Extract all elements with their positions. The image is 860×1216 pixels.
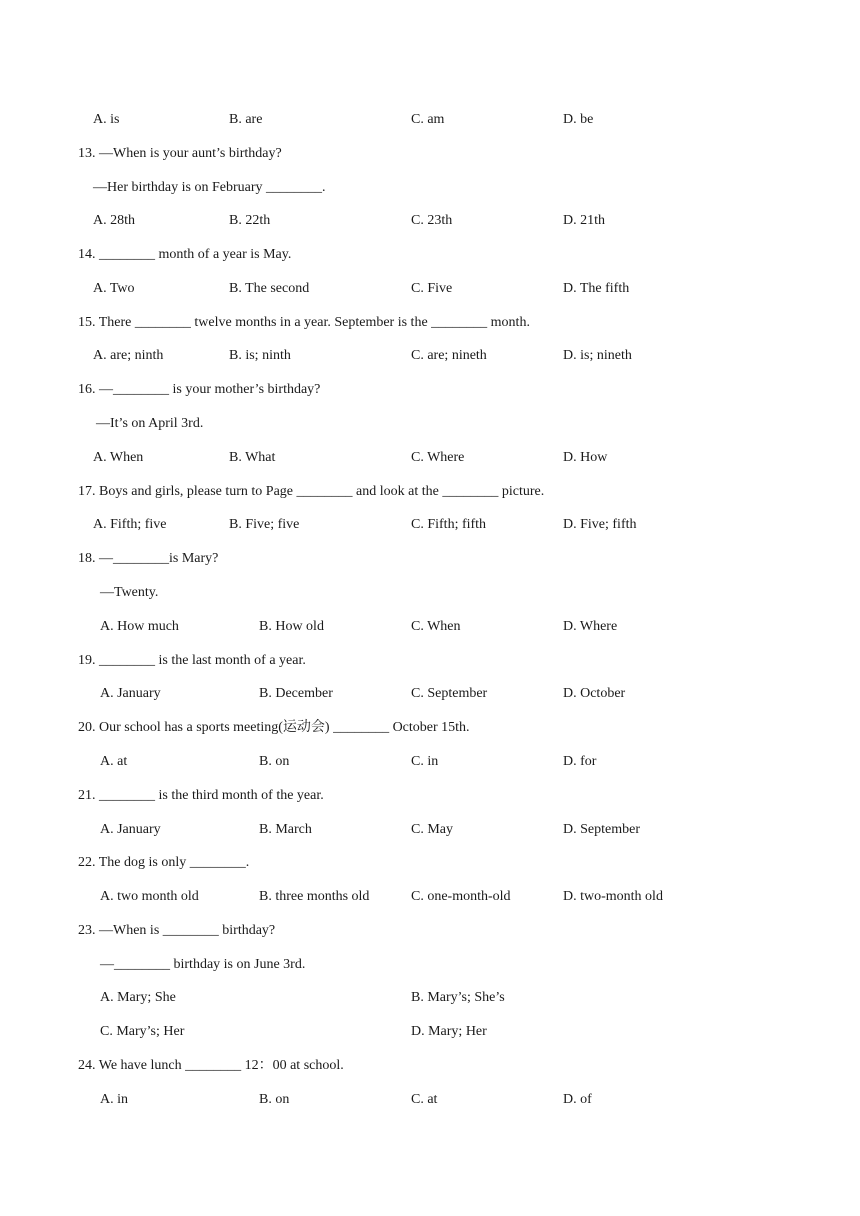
q17-option-c: C. Fifth; fifth <box>411 517 487 532</box>
q22-option-b: B. three months old <box>259 889 370 904</box>
q18-reply: —Twenty. <box>100 585 159 600</box>
q22-option-c: C. one-month-old <box>411 889 511 904</box>
q12-option-b: B. are <box>229 112 263 127</box>
q21-option-b: B. March <box>259 822 312 837</box>
q21-option-c: C. May <box>411 822 453 837</box>
q15-stem: 15. There ________ twelve months in a year. September is the ________ month. <box>78 315 530 330</box>
q19-stem: 19. ________ is the last month of a year. <box>78 653 306 668</box>
q15-option-d: D. is; nineth <box>563 348 632 363</box>
q20-option-c: C. in <box>411 754 439 769</box>
q16-option-a: A. When <box>93 450 144 465</box>
q18-option-c: C. When <box>411 619 461 634</box>
q20-option-a: A. at <box>100 754 128 769</box>
q23-option-d: D. Mary; Her <box>411 1024 487 1039</box>
q19-option-b: B. December <box>259 686 333 701</box>
q22-option-d: D. two-month old <box>563 889 663 904</box>
q16-stem: 16. —________ is your mother’s birthday? <box>78 382 321 397</box>
q19-option-d: D. October <box>563 686 626 701</box>
q12-option-d: D. be <box>563 112 594 127</box>
q19-option-c: C. September <box>411 686 488 701</box>
q20-stem: 20. Our school has a sports meeting(运动会) ________ October 15th. <box>78 720 470 735</box>
q16-option-c: C. Where <box>411 450 465 465</box>
q24-stem: 24. We have lunch ________ 12：00 at school. <box>78 1058 344 1073</box>
q14-stem: 14. ________ month of a year is May. <box>78 247 292 262</box>
q13-stem: 13. —When is your aunt’s birthday? <box>78 146 282 161</box>
q14-option-d: D. The fifth <box>563 281 630 296</box>
q23-stem: 23. —When is ________ birthday? <box>78 923 276 938</box>
q17-stem: 17. Boys and girls, please turn to Page ________ and look at the ________ picture. <box>78 484 545 499</box>
q20-option-d: D. for <box>563 754 597 769</box>
q15-option-b: B. is; ninth <box>229 348 291 363</box>
q17-option-a: A. Fifth; five <box>93 517 167 532</box>
q18-option-a: A. How much <box>100 619 179 634</box>
q18-option-b: B. How old <box>259 619 324 634</box>
q16-option-b: B. What <box>229 450 276 465</box>
q13-option-a: A. 28th <box>93 213 135 228</box>
q12-option-a: A. is <box>93 112 120 127</box>
q13-option-c: C. 23th <box>411 213 453 228</box>
q14-option-c: C. Five <box>411 281 453 296</box>
q14-option-b: B. The second <box>229 281 310 296</box>
q23-reply: —________ birthday is on June 3rd. <box>100 957 306 972</box>
q20-option-b: B. on <box>259 754 290 769</box>
q21-option-a: A. January <box>100 822 161 837</box>
q24-option-d: D. of <box>563 1092 592 1107</box>
q17-option-b: B. Five; five <box>229 517 300 532</box>
q24-option-a: A. in <box>100 1092 128 1107</box>
q24-option-c: C. at <box>411 1092 438 1107</box>
q13-reply: —Her birthday is on February ________. <box>93 180 326 195</box>
q18-stem: 18. —________is Mary? <box>78 551 219 566</box>
q13-option-b: B. 22th <box>229 213 271 228</box>
q23-option-b: B. Mary’s; She’s <box>411 990 505 1005</box>
q24-option-b: B. on <box>259 1092 290 1107</box>
q21-stem: 21. ________ is the third month of the year. <box>78 788 324 803</box>
q13-option-d: D. 21th <box>563 213 605 228</box>
q19-option-a: A. January <box>100 686 161 701</box>
q15-option-c: C. are; nineth <box>411 348 487 363</box>
q17-option-d: D. Five; fifth <box>563 517 637 532</box>
q23-option-c: C. Mary’s; Her <box>100 1024 185 1039</box>
q15-option-a: A. are; ninth <box>93 348 164 363</box>
q22-stem: 22. The dog is only ________. <box>78 855 250 870</box>
q22-option-a: A. two month old <box>100 889 199 904</box>
q16-option-d: D. How <box>563 450 608 465</box>
q14-option-a: A. Two <box>93 281 135 296</box>
q16-reply: —It’s on April 3rd. <box>96 416 204 431</box>
q23-option-a: A. Mary; She <box>100 990 176 1005</box>
q18-option-d: D. Where <box>563 619 618 634</box>
q12-option-c: C. am <box>411 112 445 127</box>
q21-option-d: D. September <box>563 822 640 837</box>
